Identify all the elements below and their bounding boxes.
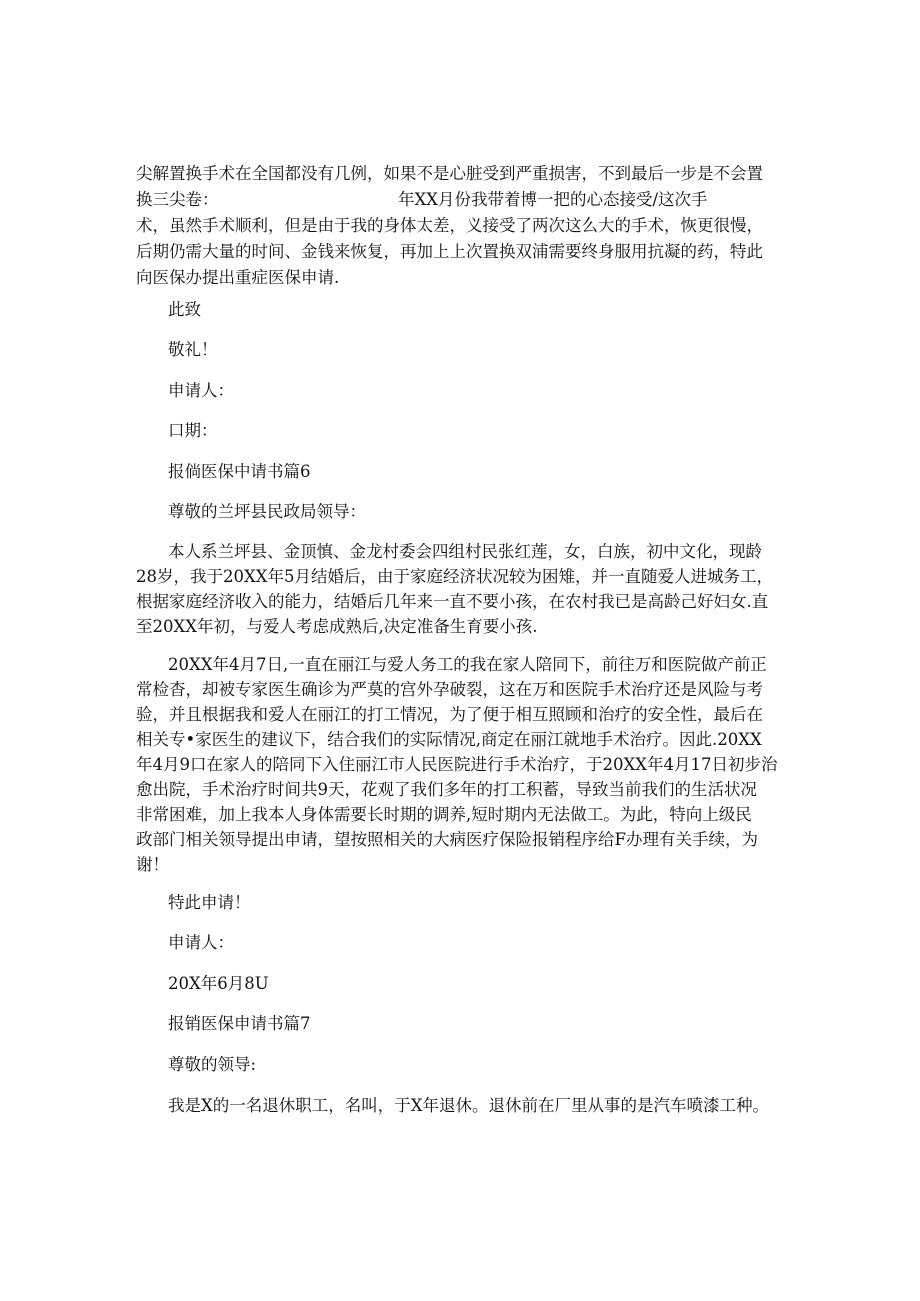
salutation: 尊敬的领导: (168, 1055, 257, 1074)
paragraph-line: 术，虽然手术顺利，但是由于我的身体太差，义接受了两次这么大的手术，恢更很慢， (136, 216, 763, 235)
closing-request: 特此申请！ (168, 893, 251, 912)
section-title: 报倘医保中请书篇6 (168, 462, 311, 481)
paragraph-line: 20XX年4月7日,一直在丽江与爱人务工的我在家人陪同下，前往万和医院做产前正 (168, 655, 767, 674)
paragraph-line: 后期仍需大量的时间、金钱来恢复，再加上上次置换双浦需要终身服用抗凝的药，特此 (136, 242, 763, 261)
applicant-label: 申请人： (168, 381, 234, 400)
paragraph-line: 向医保办提出重症医保申请. (136, 268, 340, 287)
salutation: 尊敬的兰坪县民政局领导： (168, 502, 366, 521)
paragraph-line: 政部门相关领导提出申请，望按照相关的大病医疗保险报销程序给F办理有关手续，为 (136, 830, 758, 849)
paragraph-line: 验，并且根据我和爱人在丽江的打工情况，为了便于相互照顾和治疗的安全性，最后在 (136, 705, 763, 724)
paragraph-line: 根据家庭经济收入的能力，结婚后几年来一直不要小孩，在农村我已是高龄己好妇女.直 (136, 592, 769, 611)
section-title: 报销医保申请书篇7 (168, 1014, 311, 1033)
paragraph-line: 我是X的一名退休职工，名叫，于X年退休。退休前在厂里从事的是汽车喷漆工种。 (168, 1096, 769, 1115)
paragraph-line: 28岁，我于20XX年5月结婚后，由于家庭经济状况较为困雉，并一直随爱人进城务工， (136, 567, 773, 586)
paragraph-line: 非常困难，加上我本人身体需要长时期的调养,短时期内无法做工。为此，特向上级民 (136, 805, 752, 824)
closing-jingli: 敬礼！ (168, 340, 218, 359)
paragraph-line: 愈出院，手术治疗时间共9天，花观了我们多年的打工积蓄，导致当前我们的生活状况 (136, 780, 757, 799)
paragraph-line: 谢！ (136, 855, 169, 874)
date-label: 口期： (168, 421, 218, 440)
paragraph-line-left: 换三尖卷： (136, 190, 219, 209)
paragraph-line-split (136, 190, 786, 210)
paragraph-line: 至20XX年初，与爱人考虑成熟后,决定准备生育要小孩. (136, 617, 538, 636)
applicant-label: 申请人： (168, 933, 234, 952)
date-label: 20X年6月8U (168, 974, 269, 993)
paragraph-line: 本人系兰坪县、金顶慎、金龙村委会四组村民张红莲，女，白族，初中文化，现龄 (168, 542, 762, 561)
paragraph-line: 尖解置换手术在全国都没有几例，如果不是心脏受到严重损害，不到最后一步是不会置 (136, 164, 763, 183)
closing-zhi: 此致 (168, 300, 201, 319)
paragraph-line: 常检杳，却被专家医生确诊为严莫的宫外孕破裂，这在万和医院手术治疗还是风险与考 (136, 680, 763, 699)
paragraph-line-right: 年XX月份我带着博一把的心态接受/这次手 (398, 190, 708, 209)
paragraph-line: 相关专•家医生的建议下，结合我们的实际情况,商定在丽江就地手术治疗。因此.20XX (136, 730, 762, 749)
paragraph-line: 年4月9口在家人的陪同下入住丽江市人民医院进行手术治疗，于20XX年4月17日初步治 (136, 755, 778, 774)
